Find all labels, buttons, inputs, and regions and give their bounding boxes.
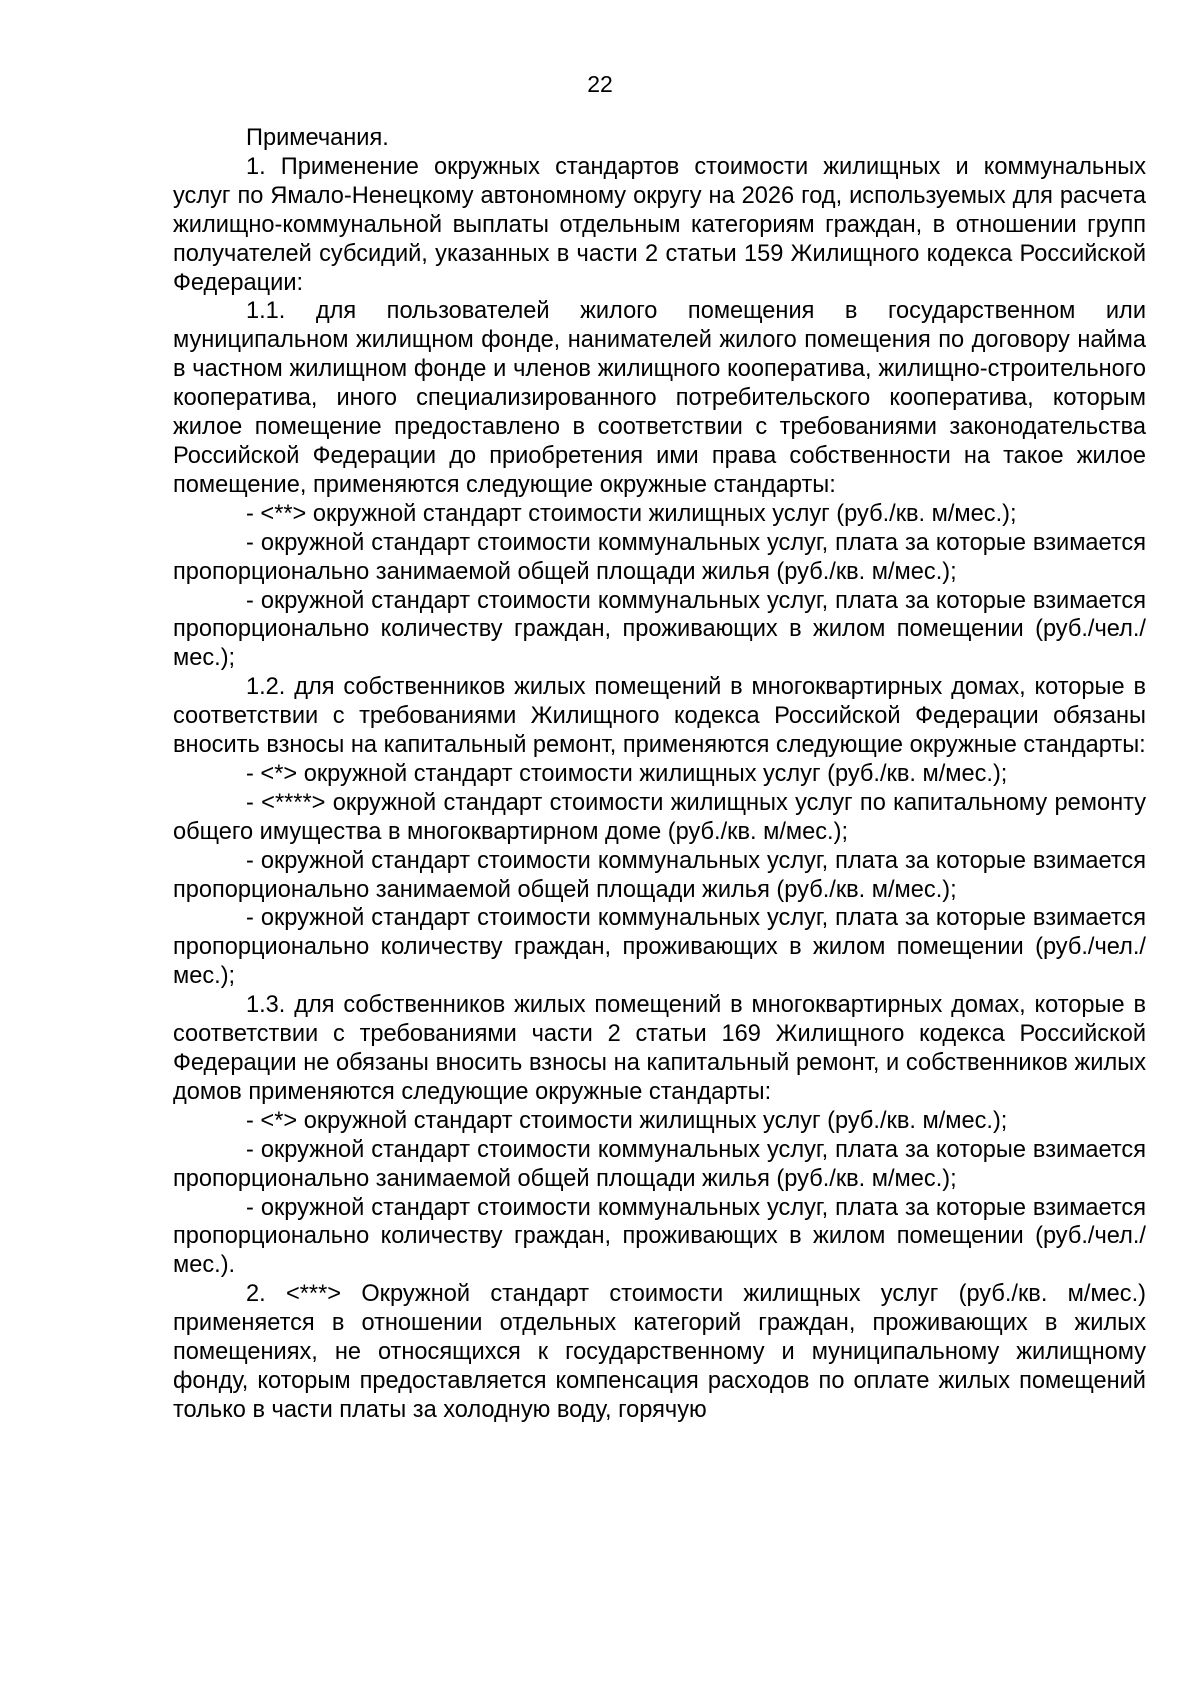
list-item: - <****> окружной стандарт стоимости жилищных услуг по капитальному ремонту общего имущества в многоквартирном доме (руб./кв. м/мес.); — [173, 789, 1146, 845]
page-number: 22 — [587, 71, 613, 97]
note-1-2: 1.2. для собственников жилых помещений в многоквартирных домах, которые в соответствии с требованиями Жилищного кодекса Российской Федерации обязаны вносить взносы на капитальный ремонт, применяются следующие окружные стандарты: — [173, 674, 1146, 759]
list-item: - окружной стандарт стоимости коммунальных услуг, плата за которые взимается пропорционально количеству граждан, проживающих в жилом помещении (руб./чел./мес.); — [173, 587, 1146, 672]
list-item: - <**> окружной стандарт стоимости жилищных услуг (руб./кв. м/мес.); — [246, 500, 1017, 527]
note-1-3: 1.3. для собственников жилых помещений в многоквартирных домах, которые в соответствии с требованиями части 2 статьи 169 Жилищного кодекса Российской Федерации не обязаны вносить взносы на капитальный ремонт, и собственников жилых домов применяются следующие окружные стандарты: — [173, 992, 1146, 1105]
list-item: - <*> окружной стандарт стоимости жилищных услуг (руб./кв. м/мес.); — [246, 1107, 1008, 1134]
list-item: - окружной стандарт стоимости коммунальных услуг, плата за которые взимается пропорционально количеству граждан, проживающих в жилом помещении (руб./чел./мес.); — [173, 905, 1146, 990]
notes-body — [173, 124, 1146, 1425]
note-1-1: 1.1. для пользователей жилого помещения в государственном или муниципальном жилищном фонде, нанимателей жилого помещения по договору найма в частном жилищном фонде и членов жилищного кооператива, жилищно-строительного кооператива, иного специализированного потребительского кооператива, которым жилое помещение предоставлено в соответствии с требованиями законодательства Российской Федерации до приобретения ими права собственности на такое жилое помещение, применяются следующие окружные стандарты: — [173, 298, 1146, 498]
note-2: 2. <***> Окружной стандарт стоимости жилищных услуг (руб./кв. м/мес.) применяется в отношении отдельных категорий граждан, проживающих в жилых помещениях, не относящихся к государственному и муниципальному жилищному фонду, которым предоставляется компенсация расходов по оплате жилых помещений только в части платы за холодную воду, горячую — [173, 1281, 1146, 1423]
list-item: - <*> окружной стандарт стоимости жилищных услуг (руб./кв. м/мес.); — [246, 760, 1008, 787]
note-1: 1. Применение окружных стандартов стоимости жилищных и коммунальных услуг по Ямало-Ненецкому автономному округу на 2026 год, используемых для расчета жилищно-коммунальной выплаты отдельным категориям граждан, в отношении групп получателей субсидий, указанных в части 2 статьи 159 Жилищного кодекса Российской Федерации: — [173, 153, 1146, 296]
list-item: - окружной стандарт стоимости коммунальных услуг, плата за которые взимается пропорционально занимаемой общей площади жилья (руб./кв. м/мес.); — [173, 847, 1146, 903]
list-item: - окружной стандарт стоимости коммунальных услуг, плата за которые взимается пропорционально занимаемой общей площади жилья (руб./кв. м/мес.); — [173, 1136, 1146, 1192]
list-item: - окружной стандарт стоимости коммунальных услуг, плата за которые взимается пропорционально занимаемой общей площади жилья (руб./кв. м/мес.); — [173, 529, 1146, 585]
list-item: - окружной стандарт стоимости коммунальных услуг, плата за которые взимается пропорционально количеству граждан, проживающих в жилом помещении (руб./чел./мес.). — [173, 1194, 1146, 1279]
notes-heading: Примечания. — [246, 125, 389, 151]
